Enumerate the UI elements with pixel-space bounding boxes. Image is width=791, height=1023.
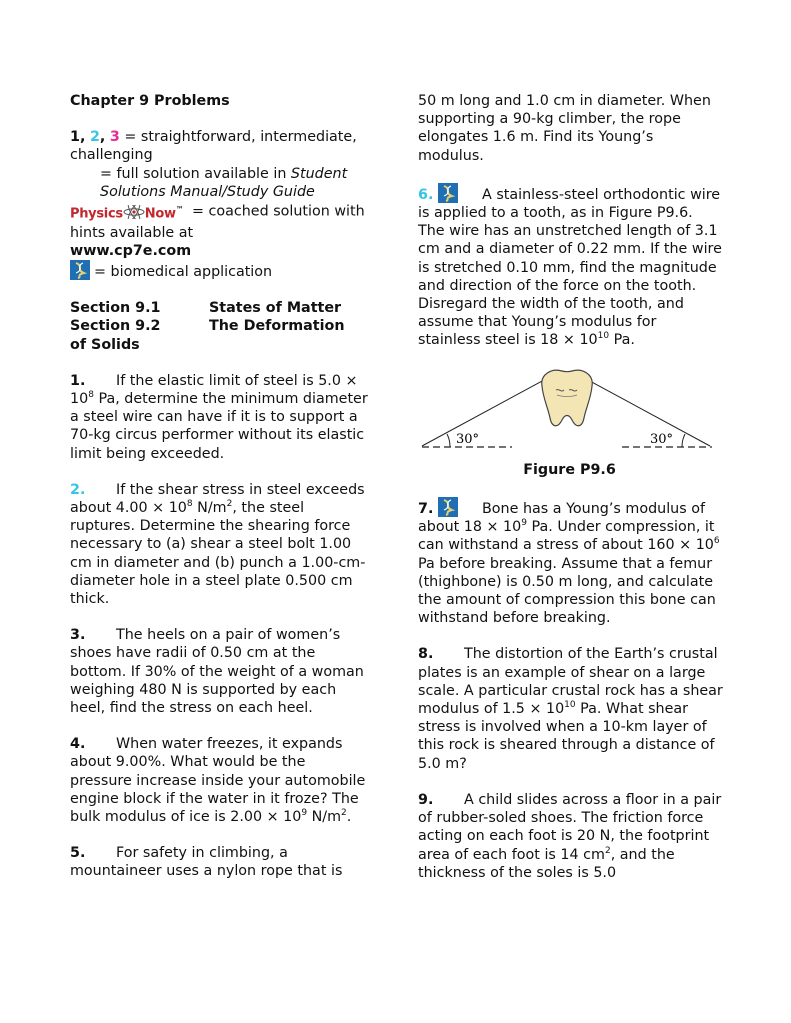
tooth-icon	[542, 370, 592, 426]
problem-9: 9. A child slides across a floor in a pair of rubber-soled shoes. The friction force acting on each foot is 20 N, the footprint area of each foot is 14 $cm^2$, and the thickness of the soles is 5.0	[418, 791, 722, 881]
full-solution-prefix: = full solution available in	[100, 165, 291, 182]
section-9-2-title: The Deformation	[209, 318, 345, 335]
problem-number: 6.	[418, 186, 434, 203]
biomedical-legend	[70, 260, 370, 281]
right-column	[418, 92, 723, 882]
biomedical-icon	[70, 260, 90, 280]
biomedical-icon	[438, 497, 458, 517]
angle-left-label: 30°	[456, 431, 480, 447]
problem-number: 7.	[418, 501, 434, 518]
figure-caption: Figure P9.6	[523, 461, 616, 478]
tooth-wire-diagram	[416, 368, 716, 454]
problem-number: 3.	[70, 627, 86, 644]
problem-2: 2. If the shear stress in steel exceeds about $4.00 \times 10^8$ $N/m^2$, the steel ruptures. Determine the shearing force necessary to (a) shear a steel bolt 1.00 cm in diameter and (b) punch a 1.00-cm-diameter hole in a steel plate 0.500 cm thick.	[70, 481, 366, 607]
legend-n2: 2	[89, 129, 100, 146]
coached-legend	[70, 201, 370, 242]
atom-icon	[123, 205, 145, 219]
problem-number: 5.	[70, 845, 86, 862]
problem-number: 4.	[70, 736, 86, 753]
chapter-title: Chapter 9 Problems	[70, 93, 230, 109]
problem-7: 7. Bone has a Young’s modulus of about $18 \times 10^9$ Pa. Under compression, it can withstand a stress of about $160 \times 10^6$ Pa before breaking. Assume that a femur (thighbone) is 0.50 m long, and calculate the amount of compression this bone can withstand before breaking.	[418, 497, 723, 627]
problem-6: 6. A stainless-steel orthodontic wire is applied to a tooth, as in Figure P9.6. The wire has an unstretched length of 3.1 cm and a diameter of 0.22 mm. If the wire is stretched 0.10 mm, find the magnitude and direction of the force on the tooth. Disregard the width of the tooth, and assume that Young’s modulus for stainless steel is $18 \times 10^{10}$ Pa.	[418, 183, 723, 350]
website-line	[70, 242, 370, 260]
legend-difficulty-text: = straightforward, intermediate, challenging	[70, 129, 357, 164]
problem-3: 3. The heels on a pair of women’s shoes have radii of 0.50 cm at the bottom. If 30% of the weight of a woman weighing 480 N is supported by each heel, find the stress on each heel.	[70, 627, 364, 717]
problem-1: 1. If the elastic limit of steel is $5.0 \times 10^8$ Pa, determine the minimum diameter a steel wire can have if it is to support a 70-kg circus performer without its elastic limit being exceeded.	[70, 372, 368, 462]
biomedical-icon	[438, 183, 458, 203]
problem-4: 4. When water freezes, it expands about 9.00%. What would be the pressure increase inside your automobile engine block if the water in it froze? The bulk modulus of ice is $2.00 \times 10^9$ $N/m^2$.	[70, 736, 366, 826]
full-solution-legend	[70, 165, 370, 201]
legend	[70, 128, 370, 281]
section-9-2-number: Section 9.2	[70, 318, 161, 335]
figure-p9-6	[416, 368, 723, 479]
angle-right-label: 30°	[650, 431, 674, 447]
problem-number: 2.	[70, 481, 86, 498]
biomedical-text: = biomedical application	[94, 263, 273, 280]
legend-sep: ,	[99, 129, 106, 146]
problem-5-continued: 50 m long and 1.0 cm in diameter. When supporting a 90-kg climber, the rope elongates 1.6 m. Find its Young’s modulus.	[418, 93, 711, 164]
problem-8: 8. The distortion of the Earth’s crustal plates is an example of shear on a large scale. A particular crustal rock has a shear modulus of $1.5 \times 10^{10}$ Pa. What shear stress is involved when a 10-km layer of this rock is sheared through a distance of 5.0 m?	[418, 646, 723, 772]
difficulty-legend	[70, 128, 370, 164]
section-9-2-title-cont: of Solids	[70, 336, 140, 353]
problem-number: 8.	[418, 646, 434, 663]
legend-n3: 3	[109, 129, 120, 146]
section-9-1-number: Section 9.1	[70, 300, 161, 317]
left-column	[70, 92, 370, 881]
problem-number: 1.	[70, 372, 86, 389]
website-link[interactable]: www.cp7e.com	[70, 242, 192, 259]
problem-number: 9.	[418, 791, 434, 808]
problem-5: 5. For safety in climbing, a mountaineer uses a nylon rope that is	[70, 845, 343, 880]
full-solution-italic: Student Solutions Manual/Study Guide	[100, 165, 348, 200]
coached-text: = coached solution with hints available at	[70, 203, 365, 241]
section-9-1-title: States of Matter	[209, 300, 342, 317]
section-heading	[70, 299, 370, 354]
physicsnow-logo: Physics Now™	[70, 201, 183, 224]
legend-n1: 1,	[70, 129, 86, 146]
